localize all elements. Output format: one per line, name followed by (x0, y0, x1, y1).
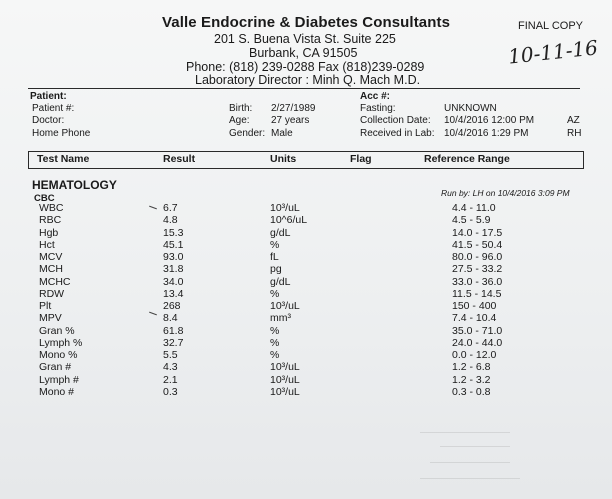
collection-date-label: Collection Date: (360, 115, 431, 126)
column-flag: Flag (350, 153, 372, 165)
test-name-cell: Mono # (39, 385, 75, 398)
patient-number-label: Patient #: (32, 103, 75, 114)
result-cell: 13.4 (163, 287, 184, 300)
patient-label: Patient: (30, 91, 67, 102)
result-cell: 268 (163, 300, 181, 312)
column-reference-range: Reference Range (424, 153, 510, 165)
reference-range-cell: 35.0 - 71.0 (452, 324, 503, 337)
units-cell: mm³ (270, 312, 291, 325)
gender-label: Gender: (229, 128, 266, 139)
birth-label: Birth: (229, 103, 253, 114)
test-name-cell: Gran # (39, 361, 72, 374)
received-label: Received in Lab: (360, 128, 435, 139)
final-copy-label: FINAL COPY (518, 20, 583, 32)
test-name-cell: Lymph # (39, 373, 79, 386)
units-cell: 10³/uL (270, 361, 300, 374)
reference-range-cell: 24.0 - 44.0 (452, 336, 503, 349)
column-test-name: Test Name (37, 153, 90, 165)
reference-range-cell: 0.0 - 12.0 (452, 349, 497, 361)
result-cell: 34.0 (163, 275, 184, 288)
result-cell: 8.4 (163, 312, 178, 325)
collection-initials: AZ (567, 115, 580, 126)
header-divider (28, 88, 580, 89)
collection-date-value: 10/4/2016 12:00 PM (444, 115, 535, 126)
handwritten-date: 10-11-16 (506, 35, 599, 69)
clinic-address-line2: Burbank, CA 91505 (249, 46, 358, 60)
reference-range-cell: 1.2 - 6.8 (452, 361, 491, 374)
test-name-cell: RBC (39, 214, 62, 227)
result-cell: 5.5 (163, 349, 178, 361)
reference-range-cell: 7.4 - 10.4 (452, 312, 497, 325)
fasting-value: UNKNOWN (444, 103, 497, 114)
units-cell: pg (270, 263, 282, 276)
test-name-cell: WBC (39, 202, 64, 214)
units-cell: % (270, 336, 280, 349)
clinic-phone-fax: Phone: (818) 239-0288 Fax (818)239-0289 (186, 60, 425, 74)
clinic-address-line1: 201 S. Buena Vista St. Suite 225 (214, 32, 396, 46)
test-name-cell: Gran % (39, 324, 75, 337)
test-name-cell: Hct (39, 238, 55, 251)
column-result: Result (163, 153, 196, 165)
result-cell: 93.0 (163, 251, 184, 263)
lab-director: Laboratory Director : Minh Q. Mach M.D. (195, 73, 421, 87)
units-cell: % (270, 349, 280, 361)
result-cell: 45.1 (163, 238, 184, 251)
test-name-cell: MCHC (39, 275, 71, 288)
test-name-cell: Lymph % (39, 336, 83, 349)
units-cell: 10³/uL (270, 202, 300, 214)
result-cell: 31.8 (163, 263, 184, 276)
result-cell: 32.7 (163, 336, 184, 349)
reference-range-cell: 33.0 - 36.0 (452, 275, 503, 288)
received-value: 10/4/2016 1:29 PM (444, 128, 529, 139)
section-title: HEMATOLOGY (32, 178, 117, 192)
units-cell: 10^6/uL (270, 214, 308, 227)
reference-range-cell: 11.5 - 14.5 (452, 287, 502, 300)
table-row (0, 386, 612, 400)
test-name-cell: Hgb (39, 226, 59, 239)
reference-range-cell: 0.3 - 0.8 (452, 385, 491, 398)
age-label: Age: (229, 115, 250, 126)
result-cell: 2.1 (163, 373, 178, 386)
units-cell: % (270, 287, 280, 300)
clinic-name: Valle Endocrine & Diabetes Consultants (162, 14, 451, 31)
reference-range-cell: 27.5 - 33.2 (452, 263, 503, 276)
test-name-cell: MCH (39, 263, 63, 276)
reference-range-cell: 150 - 400 (452, 300, 497, 312)
result-cell: 61.8 (163, 324, 184, 337)
column-units: Units (270, 153, 297, 165)
reference-range-cell: 1.2 - 3.2 (452, 373, 491, 386)
section-subtitle: CBC (34, 193, 55, 204)
acc-label: Acc #: (360, 91, 391, 102)
result-cell: 6.7 (163, 202, 178, 214)
test-name-cell: Plt (39, 300, 52, 312)
units-cell: 10³/uL (270, 300, 300, 312)
reference-range-cell: 14.0 - 17.5 (452, 226, 503, 239)
units-cell: g/dL (270, 275, 291, 288)
doctor-label: Doctor: (32, 115, 65, 126)
fasting-label: Fasting: (360, 103, 396, 114)
birth-value: 2/27/1989 (271, 103, 316, 114)
test-name-cell: MPV (39, 312, 62, 325)
units-cell: 10³/uL (270, 385, 300, 398)
units-cell: 10³/uL (270, 373, 300, 386)
result-cell: 0.3 (163, 385, 178, 398)
result-cell: 4.8 (163, 214, 178, 227)
result-cell: 4.3 (163, 361, 178, 374)
units-cell: % (270, 238, 280, 251)
gender-value: Male (271, 128, 293, 139)
units-cell: g/dL (270, 226, 291, 239)
reference-range-cell: 80.0 - 96.0 (452, 251, 503, 263)
units-cell: fL (270, 251, 279, 263)
home-phone-label: Home Phone (32, 128, 91, 139)
test-name-cell: MCV (39, 251, 63, 263)
received-initials: RH (567, 128, 582, 139)
reference-range-cell: 41.5 - 50.4 (452, 238, 503, 251)
test-name-cell: Mono % (39, 349, 78, 361)
test-name-cell: RDW (39, 287, 65, 300)
result-cell: 15.3 (163, 226, 184, 239)
run-by-note: Run by: LH on 10/4/2016 3:09 PM (441, 188, 570, 198)
reference-range-cell: 4.5 - 5.9 (452, 214, 491, 227)
units-cell: % (270, 324, 280, 337)
reference-range-cell: 4.4 - 11.0 (452, 202, 496, 214)
age-value: 27 years (271, 115, 310, 126)
